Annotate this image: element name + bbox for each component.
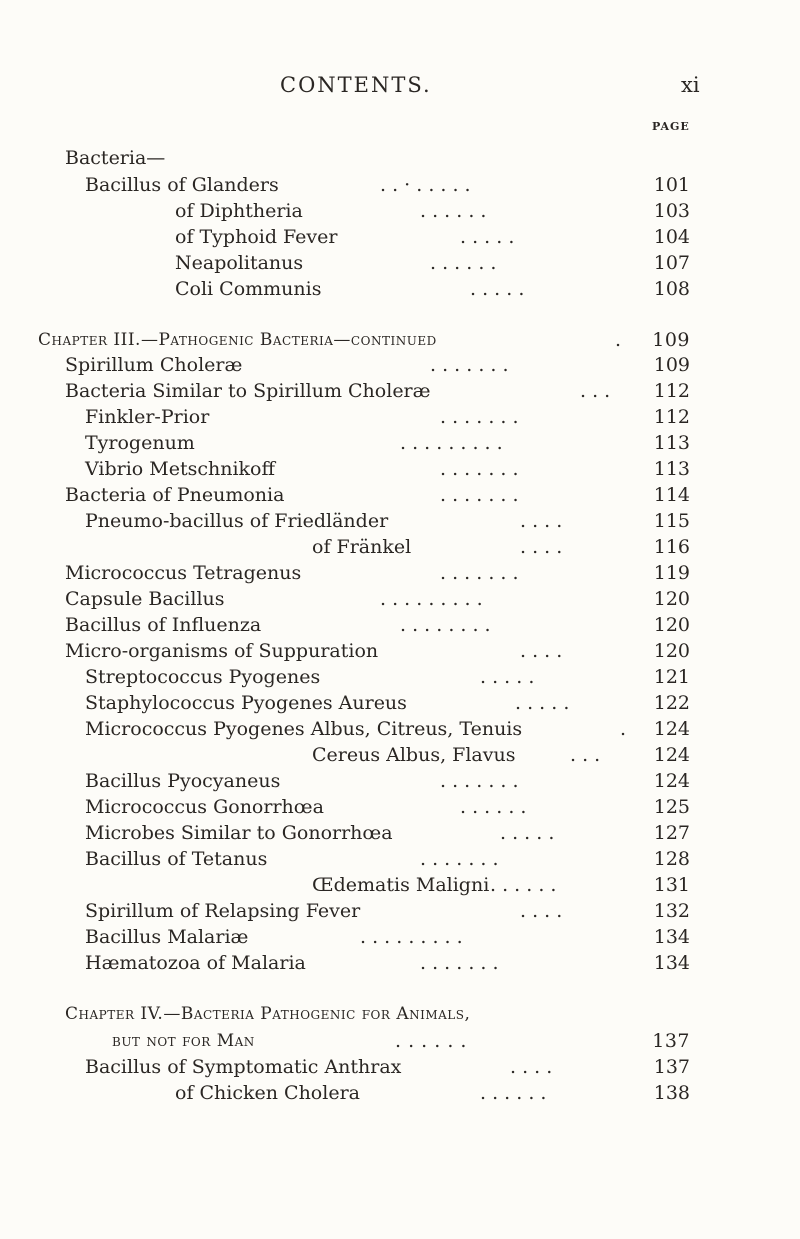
toc-entry: of Chicken Cholera . . . . . . 138	[175, 1082, 690, 1104]
toc-entry: Bacillus of Influenza . . . . . . . . 120	[65, 614, 690, 636]
toc-entry: Spirillum Choleræ . . . . . . . 109	[65, 354, 690, 376]
chapter-heading: Chapter III.—Pathogenic Bacteria—continued . 109	[38, 329, 690, 351]
chapter-heading: Chapter IV.—Bacteria Pathogenic for Animals,	[65, 1004, 471, 1024]
chapter-heading-continued: but not for Man . . . . . . 137	[112, 1030, 690, 1052]
toc-entry: Bacillus Pyocyaneus . . . . . . . 124	[85, 770, 690, 792]
toc-entry: Bacillus of Symptomatic Anthrax . . . . 137	[85, 1056, 690, 1078]
toc-entry: Bacillus Malariæ . . . . . . . . . 134	[85, 926, 690, 948]
toc-entry: of Diphtheria . . . . . . 103	[175, 200, 690, 222]
toc-entry: Bacteria—	[65, 147, 166, 169]
toc-entry: Micrococcus Tetragenus . . . . . . . 119	[65, 562, 690, 584]
toc-entry: Pneumo-bacillus of Friedländer . . . . 115	[85, 510, 690, 532]
toc-entry: Bacteria Similar to Spirillum Choleræ . . . 112	[65, 380, 690, 402]
toc-entry: Hæmatozoa of Malaria . . . . . . . 134	[85, 952, 690, 974]
toc-entry: Staphylococcus Pyogenes Aureus . . . . . 122	[85, 692, 690, 714]
toc-entry: Tyrogenum . . . . . . . . . 113	[85, 432, 690, 454]
toc-entry: Œdematis Maligni . . . . . . 131	[312, 874, 690, 896]
toc-entry: Neapolitanus . . . . . . 107	[175, 252, 690, 274]
header-title: CONTENTS.	[280, 73, 432, 97]
toc-entry: Micrococcus Pyogenes Albus, Citreus, Tenuis . 124	[85, 718, 690, 740]
toc-entry: Bacteria of Pneumonia . . . . . . . 114	[65, 484, 690, 506]
page-column-label: PAGE	[652, 120, 690, 133]
toc-entry: of Fränkel . . . . 116	[312, 536, 690, 558]
toc-entry: Micrococcus Gonorrhœa . . . . . . 125	[85, 796, 690, 818]
toc-entry: Cereus Albus, Flavus . . . 124	[312, 744, 690, 766]
toc-entry: Bacillus of Glanders . . · . . . . . 101	[85, 174, 690, 196]
toc-entry: Bacillus of Tetanus . . . . . . . 128	[85, 848, 690, 870]
toc-entry: Micro-organisms of Suppuration . . . . 120	[65, 640, 690, 662]
toc-entry: of Typhoid Fever . . . . . 104	[175, 226, 690, 248]
toc-entry: Streptococcus Pyogenes . . . . . 121	[85, 666, 690, 688]
toc-entry: Vibrio Metschnikoff . . . . . . . 113	[85, 458, 690, 480]
toc-entry: Microbes Similar to Gonorrhœa . . . . . 127	[85, 822, 690, 844]
toc-entry: Capsule Bacillus . . . . . . . . . 120	[65, 588, 690, 610]
running-header	[0, 73, 800, 103]
toc-entry: Spirillum of Relapsing Fever . . . . 132	[85, 900, 690, 922]
toc-entry: Finkler-Prior . . . . . . . 112	[85, 406, 690, 428]
page-numeral: xi	[681, 73, 700, 97]
toc-entry: Coli Communis . . . . . 108	[175, 278, 690, 300]
